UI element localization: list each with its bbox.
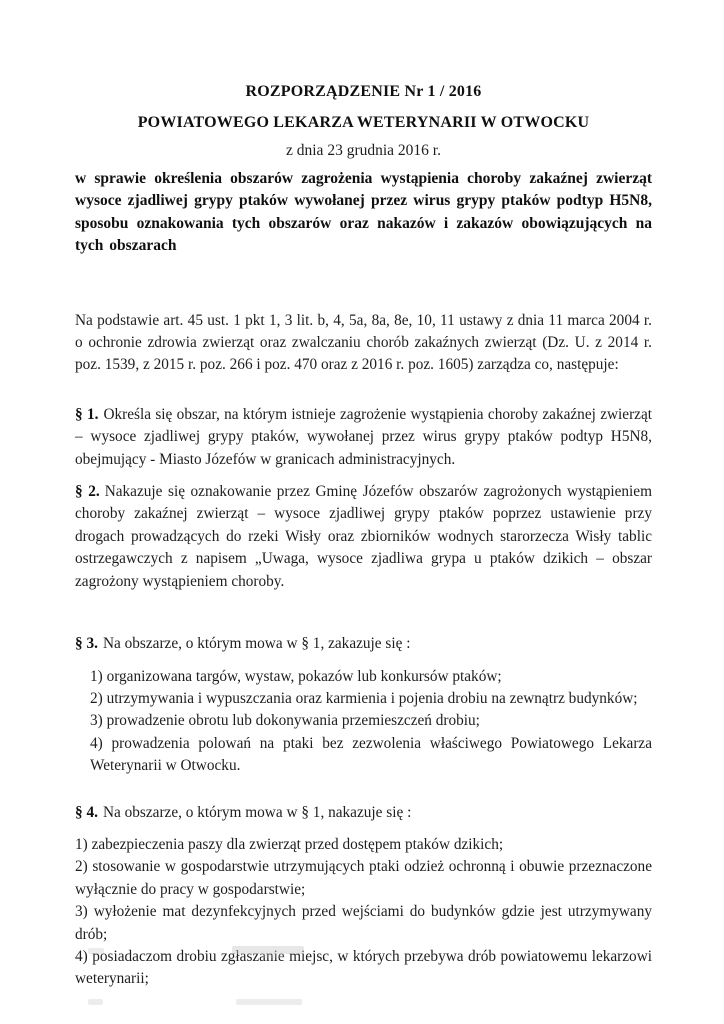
spacer xyxy=(75,609,652,633)
list-item: 3) prowadzenie obrotu lub dokonywania przemieszczeń drobiu; xyxy=(90,712,480,730)
scan-artifact xyxy=(262,954,284,958)
document-title: ROZPORZĄDZENIE Nr 1 / 2016 xyxy=(245,83,482,100)
list-item: 4) prowadzenia polowań na ptaki bez zezwolenia właściwego Powiatowego Lekarza Weterynarii w Otwocku. xyxy=(90,734,652,775)
section-4-heading xyxy=(75,802,652,824)
section-1-text: Określa się obszar, na którym istnieje zagrożenie wystąpienia choroby zakaźnej zwierząt – wysoce zjadliwej grypy ptaków, wywołanej przez wirus grypy ptaków podtyp H5N8, obejmujący - Miasto Józefów w granicach administracyjnych. xyxy=(75,405,652,468)
scan-artifact xyxy=(88,999,103,1005)
section-2-number: § 2. xyxy=(75,483,100,501)
section-4-number: § 4. xyxy=(75,803,98,821)
document-content xyxy=(75,82,652,991)
list-item: 3) wyłożenie mat dezynfekcyjnych przed wejściami do budynków gdzie jest utrzymywany drób; xyxy=(75,903,652,943)
section-1-number: § 1. xyxy=(75,405,99,423)
list-item: 2) utrzymywania i wypuszczania oraz karmienia i pojenia drobiu na zewnątrz budynków; xyxy=(90,689,638,707)
section-3-heading xyxy=(75,633,652,655)
document-date: z dnia 23 grudnia 2016 r. xyxy=(286,142,441,159)
spacer xyxy=(75,778,652,802)
section-2-text: Nakazuje się oznakowanie przez Gminę Józefów obszarów zagrożonych wystąpieniem choroby zakaźnej zwierząt – wysoce zjadliwej grypy ptaków poprzez ustawienie przy drogach prowadzących do rzeki Wisły oraz zbiorników wodnych starorzecza Wisły tablic ostrzegawczych z napisem „Uwaga, wysoce zjadliwa grypa u ptaków dzikich – obszar zagrożony wystąpieniem choroby. xyxy=(75,483,652,590)
section-3-items xyxy=(75,666,652,778)
scan-artifact xyxy=(236,999,302,1005)
section-3-number: § 3. xyxy=(75,635,98,653)
list-item: 1) zabezpieczenia paszy dla zwierząt przed dostępem ptaków dzikich; xyxy=(75,835,504,853)
spacer xyxy=(75,283,652,310)
section-4-items xyxy=(75,834,652,991)
scan-artifact xyxy=(232,946,304,954)
section-3-text: Na obszarze, o którym mowa w § 1, zakazuje się : xyxy=(102,635,411,653)
document-issuer: POWIATOWEGO LEKARZA WETERYNARII W OTWOCKU xyxy=(137,114,590,131)
list-item: 2) stosowanie w gospodarstwie utrzymujących ptaki odzież ochronną i obuwie przeznaczone wyłącznie do pracy w gospodarstwie; xyxy=(75,858,652,898)
legal-basis: Na podstawie art. 45 ust. 1 pkt 1, 3 lit. b, 4, 5a, 8a, 8e, 10, 11 ustawy z dnia 11 marca 2004 r. o ochronie zdrowia zwierząt oraz zwalczaniu chorób zakaźnych zwierząt (Dz. U. z 2014 r. poz. 1539, z 2015 r. poz. 266 i poz. 470 oraz z 2016 r. poz. 1605) zarządza co, następuje: xyxy=(75,311,652,374)
list-item: 1) organizowana targów, wystaw, pokazów lub konkursów ptaków; xyxy=(90,667,502,685)
section-1 xyxy=(75,404,652,471)
list-item: 4) posiadaczom drobiu zgłaszanie miejsc, w których przebywa drób powiatowemu lekarzowi weterynarii; xyxy=(75,947,652,988)
section-2 xyxy=(75,481,652,593)
document-subject: w sprawie określenia obszarów zagrożenia wystąpienia choroby zakaźnej zwierząt wysoce zjadliwej grypy ptaków wywołanej przez wirus grypy ptaków podtyp H5N8, sposobu oznakowania tych obszarów oraz nakazów i zakazów obowiązujących na tych obszarach xyxy=(75,170,652,255)
scan-artifact xyxy=(88,948,104,954)
section-4-text: Na obszarze, o którym mowa w § 1, nakazuje się : xyxy=(102,803,412,821)
